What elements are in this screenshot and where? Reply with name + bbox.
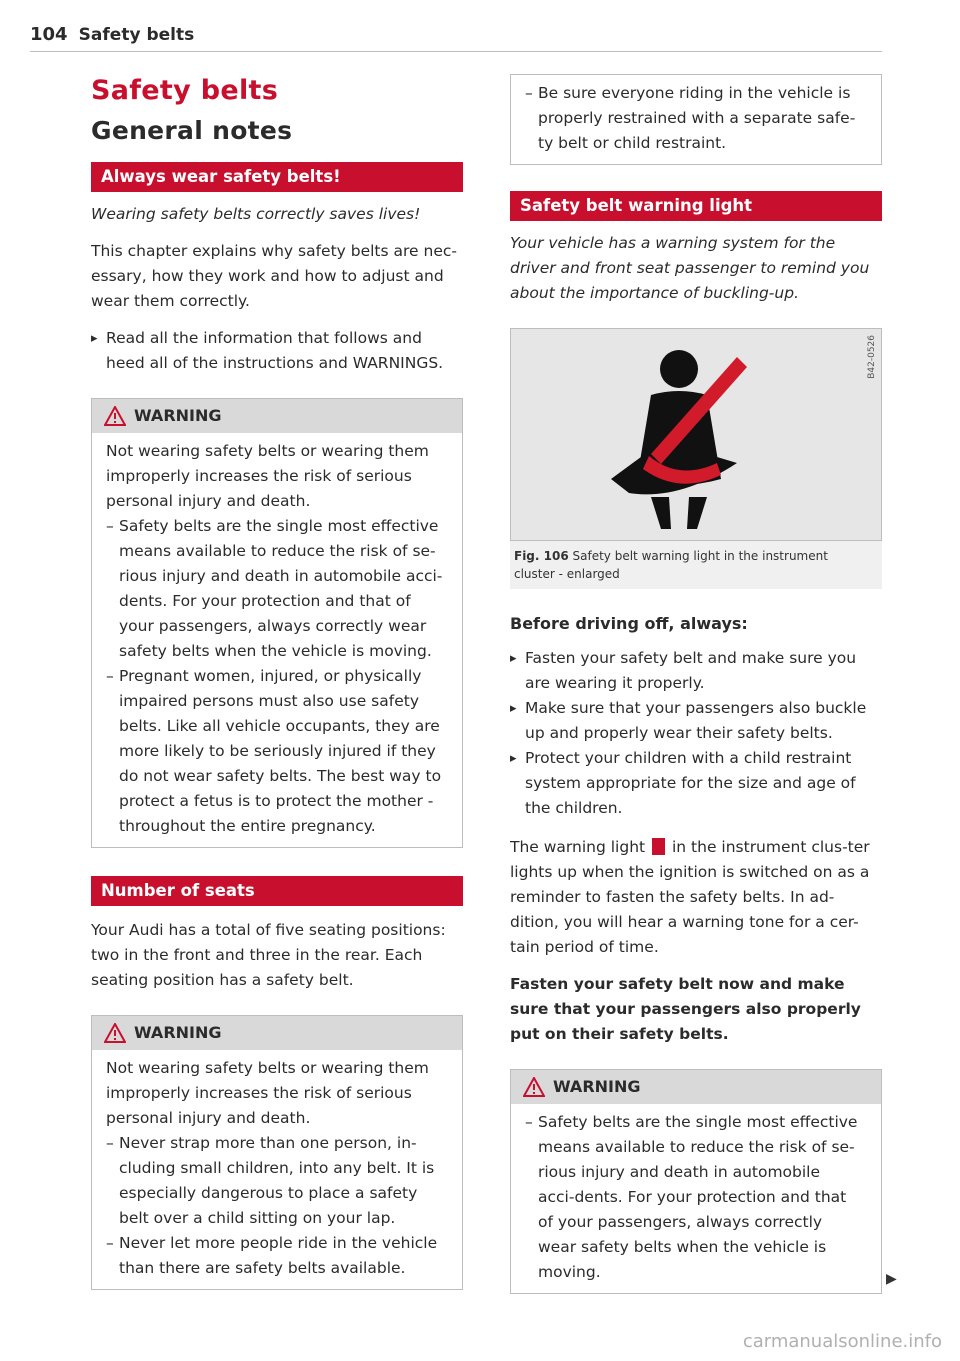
warning-body: [92, 1050, 462, 1289]
list-item: – Pregnant women, injured, or physically impaired persons must also use safety belts. Like all vehicle occupants, they are more likely to be seriously injured if they do not wear safety belts. The best way to protect a fetus is to protect the mother -throughout the entire pregnancy.: [106, 664, 448, 839]
warning-body: [511, 75, 881, 164]
page-number: 104: [30, 24, 68, 45]
header-section-name: Safety belts: [78, 25, 195, 45]
number-of-seats-heading: Number of seats: [91, 876, 463, 906]
figure-code: B42-0526: [867, 335, 877, 379]
figure-106: [510, 328, 882, 589]
warning-box-2: [91, 1015, 463, 1290]
warning-light-heading: Safety belt warning light: [510, 191, 882, 221]
warning-triangle-icon: [104, 1023, 126, 1043]
running-header: [30, 24, 882, 52]
list-item: – Safety belts are the single most effective means available to reduce the risk of se-rious injury and death in automobile acci-dents. For your protection and that of your passengers, always correctly wear safety belts when the vehicle is moving.: [106, 514, 448, 664]
warning-header: [511, 1070, 881, 1104]
watermark: carmanualsonline.info: [742, 1331, 942, 1352]
warning-text: Not wearing safety belts or wearing them improperly increases the risk of serious personal injury and death.: [106, 1059, 429, 1127]
list-item: ▸ Fasten your safety belt and make sure you are wearing it properly.: [510, 646, 882, 696]
figure-caption: [510, 541, 882, 589]
warning-body: [511, 1104, 881, 1293]
figure-label: Fig. 106: [514, 549, 569, 563]
chapter-title: Safety belts: [91, 75, 279, 106]
seats-paragraph: Your Audi has a total of five seating positions: two in the front and three in the rear. Each seating position has a safety belt.: [91, 921, 446, 989]
right-column: [510, 74, 897, 1294]
always-paragraph: This chapter explains why safety belts are nec-essary, how they work and how to adjust and wear them correctly.: [91, 242, 457, 310]
warning-label: WARNING: [134, 1023, 222, 1042]
list-item: ▸ Protect your children with a child restraint system appropriate for the size and age of the children.: [510, 746, 882, 821]
warning-body: [92, 433, 462, 847]
warning-triangle-icon: [104, 406, 126, 426]
warning-box-1: [91, 398, 463, 848]
list-item: ▸ Make sure that your passengers also buckle up and properly wear their safety belts.: [510, 696, 882, 746]
seatbelt-lamp-icon: [652, 838, 665, 855]
warning-list: [525, 1110, 859, 1285]
warning-triangle-icon: [523, 1077, 545, 1097]
warning-box-3: [510, 1069, 897, 1294]
list-item: – Be sure everyone riding in the vehicle is properly restrained with a separate safe-ty belt or child restraint.: [525, 81, 867, 156]
left-column: [91, 74, 463, 1290]
before-driving-list: [510, 646, 882, 821]
fasten-instruction: Fasten your safety belt now and make sure that your passengers also properly put on their safety belts.: [510, 975, 861, 1043]
always-intro: Wearing safety belts correctly saves lives!: [91, 205, 421, 223]
before-driving-heading: Before driving off, always:: [510, 614, 748, 633]
warning-label: WARNING: [134, 406, 222, 425]
list-item: – Never let more people ride in the vehicle than there are safety belts available.: [106, 1231, 448, 1281]
warning-header: [92, 1016, 462, 1050]
lamp-text-before: The warning light: [510, 838, 646, 856]
always-bullet-list: [91, 326, 463, 376]
always-wear-heading: Always wear safety belts!: [91, 162, 463, 192]
figure-image: [510, 328, 882, 541]
lamp-text-after: in the instrument clus-ter lights up when the ignition is switched on as a reminder to fasten the safety belts. In ad-dition, you will hear a warning tone for a cer-tain period of time.: [510, 838, 870, 956]
list-item: ▸ Read all the information that follows and heed all of the instructions and WARNINGS.: [91, 326, 463, 376]
warning-list: [106, 1131, 448, 1281]
warning-label: WARNING: [553, 1077, 641, 1096]
warning-light-intro: Your vehicle has a warning system for the driver and front seat passenger to remind you about the importance of buckling-up.: [510, 234, 870, 302]
section-title: General notes: [91, 116, 293, 145]
warning-header: [92, 399, 462, 433]
list-item: – Never strap more than one person, in-cluding small children, into any belt. It is especially dangerous to place a safety belt over a child sitting on your lap.: [106, 1131, 448, 1231]
warning-lamp-paragraph: [510, 835, 882, 960]
figure-caption-text: Safety belt warning light in the instrument cluster - enlarged: [514, 549, 828, 581]
warning-text: Not wearing safety belts or wearing them improperly increases the risk of serious personal injury and death.: [106, 442, 429, 510]
warning-list: [525, 81, 867, 156]
list-item: – Safety belts are the single most effective means available to reduce the risk of se-rious injury and death in automobile acci-dents. For your protection and that of your passengers, always correctly wear safety belts when the vehicle is moving.: [525, 1110, 859, 1285]
continued-warning-box: [510, 74, 882, 165]
seatbelt-warning-icon: [511, 329, 882, 541]
warning-list: [106, 514, 448, 839]
continue-arrow-icon: ▶: [886, 1271, 897, 1287]
